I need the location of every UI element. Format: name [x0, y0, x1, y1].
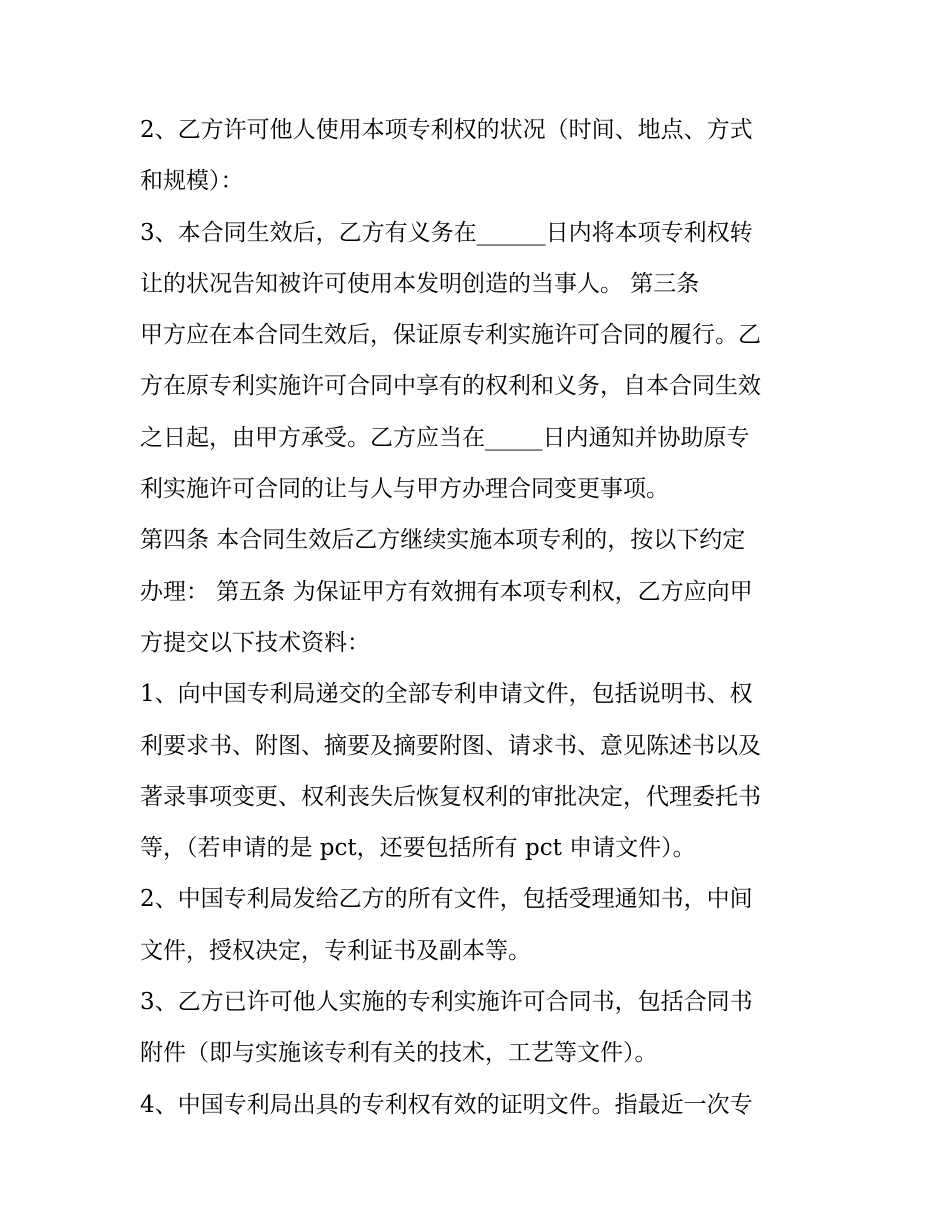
- text-line: 等，（若申请的是 pct，还要包括所有 pct 申请文件）。: [140, 835, 696, 862]
- text-line: 第四条 本合同生效后乙方继续实施本项专利的，按以下约定: [140, 527, 746, 554]
- text-line: 文件，授权决定，专利证书及副本等。: [140, 937, 531, 964]
- text-line: 利实施许可合同的让与人与甲方办理合同变更事项。: [140, 476, 669, 503]
- text-line: 附件（即与实施该专利有关的技术，工艺等文件）。: [140, 1040, 658, 1067]
- text-line: 3、乙方已许可他人实施的专利实施许可合同书，包括合同书: [140, 989, 753, 1016]
- text-line: 2、乙方许可他人使用本项专利权的状况（时间、地点、方式: [140, 117, 753, 143]
- text-line: 3、本合同生效后，乙方有义务在______日内将本项专利权转: [140, 219, 753, 246]
- text-line: 和规模）：: [140, 168, 244, 195]
- text-line: 4、中国专利局出具的专利权有效的证明文件。指最近一次专: [140, 1091, 753, 1118]
- text-line: 方在原专利实施许可合同中享有的权利和义务，自本合同生效: [140, 373, 761, 400]
- text-line: 办理： 第五条 为保证甲方有效拥有本项专利权，乙方应向甲: [140, 578, 753, 605]
- text-line: 甲方应在本合同生效后，保证原专利实施许可合同的履行。乙: [140, 322, 761, 349]
- document-body: [140, 112, 830, 1138]
- text-line: 之日起，由甲方承受。乙方应当在_____日内通知并协助原专: [140, 424, 750, 451]
- text-line: 利要求书、附图、摘要及摘要附图、请求书、意见陈述书以及: [140, 732, 761, 759]
- text-line: 著录事项变更、权利丧失后恢复权利的审批决定，代理委托书: [140, 783, 761, 810]
- text-line: 方提交以下技术资料：: [140, 629, 370, 656]
- text-line: 让的状况告知被许可使用本发明创造的当事人。 第三条: [140, 270, 700, 297]
- text-line: 1、向中国专利局递交的全部专利申请文件，包括说明书、权: [140, 681, 753, 708]
- text-line: 2、中国专利局发给乙方的所有文件，包括受理通知书，中间: [140, 886, 753, 913]
